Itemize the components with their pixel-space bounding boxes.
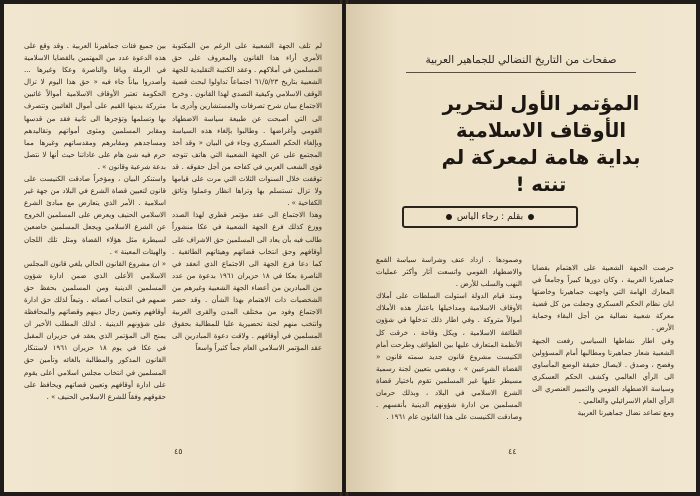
page-44 bbox=[346, 4, 696, 492]
page-number: ٤٤ bbox=[508, 447, 517, 456]
author-byline bbox=[402, 206, 578, 228]
paragraph: واستنكر البيان ، ومؤخراً صادقت الكنيست على قانون لتعيين قضاة الشرع في البلاد من جهة غير اسلامية . الأمر الذي يتعارض مع مبادئ الشرع الاسلامي الحنيف ويعرض على المسلمين الخروج عن الشرع الاسلامي ويجعل المسلمين خاضعين لسيطرة مثل هؤلاء القضاة ومثل تلك اللجان والهيئات المعينة » . bbox=[24, 175, 166, 256]
header-rule bbox=[406, 72, 636, 73]
author-name: بقلم : رجاء الياس bbox=[456, 212, 524, 222]
paragraph: وصمودها . ازداد عنف وشراسة سياسة القمع والاضطهاد القومي واتسعت آثار وأكثر عمليات النهب والسلب للأرض . bbox=[376, 256, 522, 289]
paragraph: بين جميع فئات جماهيرنا العربية . وقد وقع على هذه الدعوة عدد من المهتمين بالقضايا الاسلامية في الرملة ويافا والناصرة وعكا وغيرها ... وأصدروا بياناً جاء فيه « حق هذا اليوم لا تزال الحكومة تعتبر الأوقاف الاسلامية أموالاً غائبين مترركة بدينها القيم على أموال الغائبين وتتصرف بها وتسلمها وتؤجرها الى ثانية فقد من قدسها ومقابر المسلمين ومثوى أمواتهم وتقاليدهم ومساجدهم ومقابرهم ومقدساتهم وغيرها مما حرم فيه شئ هام على عاداتنا حيث أنها لا نتصل بدعة شرعية وقانون » . bbox=[24, 42, 166, 171]
paragraph: « ان مشروع القانون الحالي يلغي قانون المجلس الاسلامي الأعلى الذي ضمن ادارة شؤون المسلمين الدينية ومن المسلمين بحفظ حق ضمهم في انتخاب أعضائه . وتبعاً لذلك حق ادارة أوقافهم وتعيين رجال دينهم وقضاتهم والمحافظة على شؤونهم الدينية . لذلك المطلب الأخير ان يمنح الى المؤتمر الذي يعقد في حزيران المقبل في عكا في يوم ١٨ حزيران ١٩٦١ لاستنكار القانون المذكور والمطالبة بالغائه وتأمين حق المسلمين في انتخاب مجلس اسلامي أعلى يقوم على ادارة أوقافهم وتعيين قضاتهم ويحافظ على حقوقهم وفقاً للشرع الاسلامي الحنيف » . bbox=[24, 259, 166, 401]
paragraph: حرصت الجبهة الشعبية على الاهتمام بقضايا جماهيرنا العربية ، وكان دورها كبيراً وجامعاً في المعارك الهامة التي واجهت جماهيرنا وخاضتها ابان نظام الحكم العسكري وجعلت من كل قضية معركة شعبية نضالية من أجل البقاء وحماية الأرض . bbox=[532, 264, 674, 333]
left-page-column-left bbox=[24, 40, 166, 444]
article-title: المؤتمر الأول لتحرير الأوقاف الاسلامية بداية هامة لمعركة لم تنته ! bbox=[441, 92, 641, 196]
paragraph: ومنذ قيام الدولة استولت السلطات على أملاك الأوقاف الاسلامية ومداخيلها باعتبار هذه الأملاك أموالاً متروكة . وفي اطار ذلك تدخلها في شؤون الطائفة الاسلامية ، ويكل وقاحة ، خرقت كل الأنظمة المتعارف عليها بين الطوائف وطرحت أمام الكنيست مشروع قانون جديد سمته قانون « القضاة الشرعيين » ، ويقضي بتعيين لجنة رسمية مسيطر عليها غير المسلمين تقوم باختيار قضاة الشرع الاسلامي في البلاد ، وبذلك حرمان المسلمين من ادارة شؤونهم الدينية بأنفسهم . وصادقت الكنيست على هذا القانون عام ١٩٦١ . bbox=[376, 292, 522, 422]
paragraph: ومع تصاعد نضال جماهيرنا العربية bbox=[577, 409, 674, 418]
left-page-column-right bbox=[172, 40, 322, 444]
bullet-icon bbox=[446, 214, 452, 220]
series-header: صفحات من التاريخ النضالي للجماهير العربية bbox=[425, 54, 617, 66]
paragraph: لم تلف الجهة الشعبية على الرغم من المكتوبة الأمري أراء هذا القانون والمعروف على حق المسلمين في أملاكهم . وعقد الكتيبة التقليدية للجهة الشعبية بتاريخ ٦١/٥/٢٣ اجتماعاً تداولوا لبحث قضية الوقف الاسلامي وكيفية التصدي لهذا القانون . وخرج الاجتماع ببيان شرح تصرفات والمستشارين وأدرى ما الى التي أصبحت عن طبيعة سياسة الاضطهاد القومي وأغراضها . وطالبوا بإلغاء هذه السياسة وبإلغاء الحكم العسكري وجاء في البيان « وقد أخذ المجتمع على عن الجهة الشعبية التي هاتف تتوجه قوى الشعب العربي في كفاحه من أجل حقوقه . قد توقفت خلال السنوات الثلاث التي مرت على قيامها ولا تزال تستسلم بها وتراها انظار وعملوا وثائق الكفاحية » . bbox=[172, 42, 322, 208]
right-page-column-right bbox=[532, 262, 674, 458]
page-number: ٤٥ bbox=[174, 447, 183, 456]
page-45 bbox=[4, 4, 342, 492]
paragraph: وفي اطار نشاطها السياسي رفعت الجبهة الشعبية شعار جماهيرنا ومطالبها أمام المسؤولين وفضح ، وصدق . لايصال حقيقة الوضع المأساوي الى الرأي العالمي وكشف الحكم العسكري وسياسة الاضطهاد القومي والتمييز العنصري الى الرأي العام الاسرائيلي والعالمي . bbox=[532, 336, 674, 406]
paragraph: وهذا الاجتماع الى عقد مؤتمر قطري لهذا الصدد ووزع كذلك فرع الجهة الشعبية في عكا منشوراً طالب فيه بأن يعاد الى المسلمين حق الاشراف على أوقافهم وحق انتخاب قضاتهم وهيئاتهم الطائفية . كما دعا فرع الجهة الى الاجتماع الذي انعقد في الناصرة بعكا في ١٨ حزيران ١٩٦١ بدعوة من عدد من المبادرين من أعضاء الجهة الشعبية وغيرهم من الشخصيات ذات الاهتمام بهذا الشأن . وقد حضر الاجتماع وفود من مختلف المدن والقرى العربية وانتخب منهم لجنة تحضيرية عليا للمطالبة بحقوق المسلمين في أوقافهم . ولاقت دعوة المبادرين الى عقد المؤتمر الاسلامي العام جماً كثيراً واسعاً bbox=[172, 211, 322, 353]
bullet-icon bbox=[528, 214, 534, 220]
right-page-column-left bbox=[376, 254, 522, 458]
